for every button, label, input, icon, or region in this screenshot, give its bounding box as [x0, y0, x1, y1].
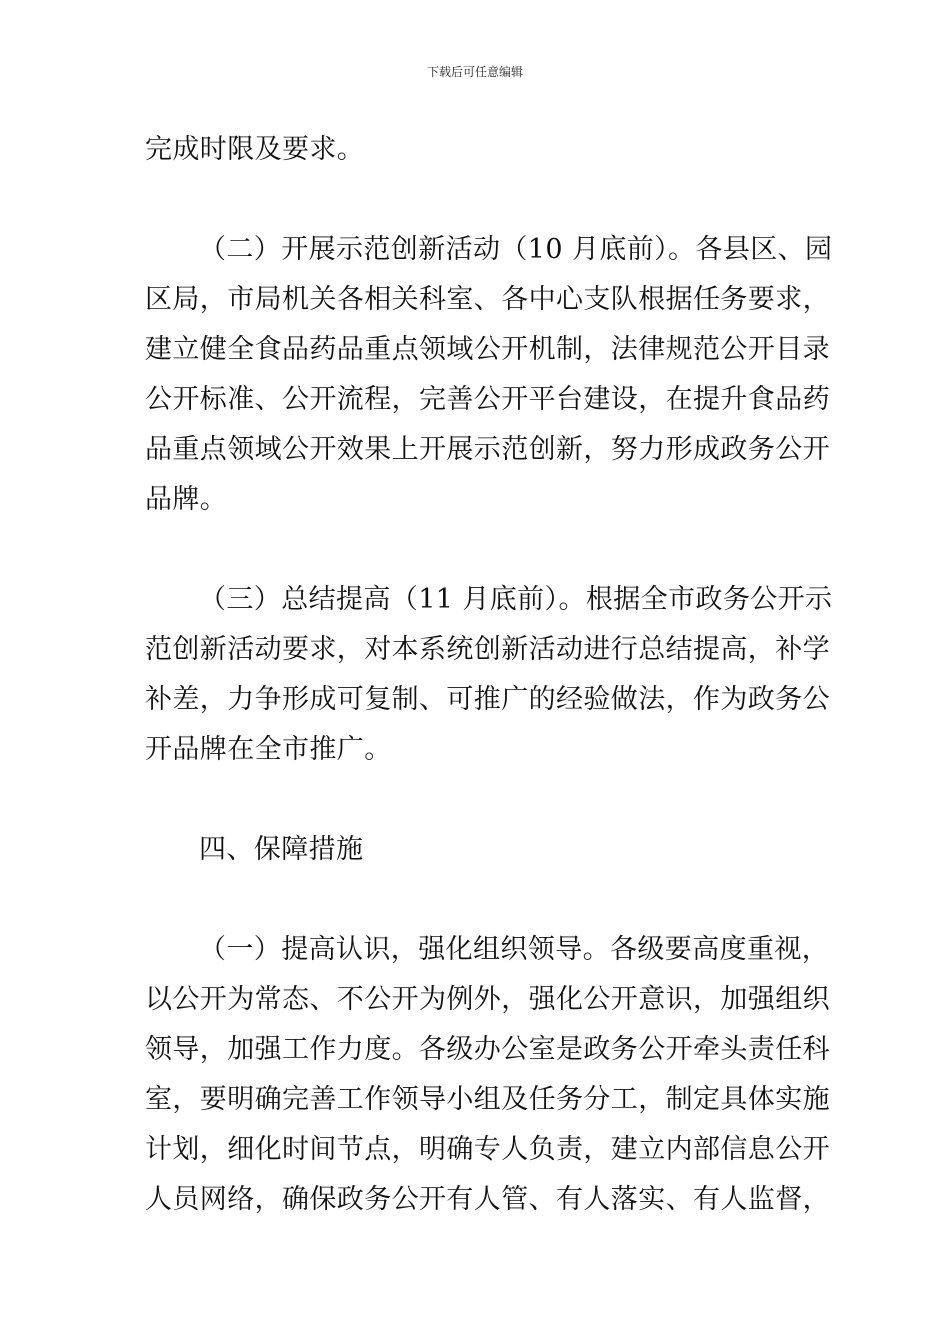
text-line: （一）提高认识，强化组织领导。各级要高度重视，: [199, 934, 830, 965]
paragraph-gap: [145, 175, 809, 225]
text-line: 以公开为常态、不公开为例外，强化公开意识，加强组织: [145, 984, 830, 1015]
text-line: 区局，市局机关各相关科室、各中心支队根据任务要求，: [145, 284, 830, 315]
text-line: 人员网络，确保政务公开有人管、有人落实、有人监督，: [145, 1184, 830, 1215]
text-line: 领导，加强工作力度。各级办公室是政务公开牵头责任科: [145, 1034, 830, 1065]
paragraph-gap: [145, 875, 809, 925]
document-body: [145, 125, 833, 1225]
section-heading: [145, 825, 809, 875]
paragraph-3: [145, 575, 833, 775]
text-line: 范创新活动要求，对本系统创新活动进行总结提高，补学: [145, 634, 830, 665]
page-header-note: 下载后可任意编辑: [426, 65, 523, 79]
paragraph-1: [145, 125, 809, 175]
text-line: 开品牌在全市推广。: [145, 734, 392, 765]
text-line: 公开标准、公开流程，完善公开平台建设，在提升食品药: [145, 384, 830, 415]
paragraph-gap: [145, 525, 809, 575]
text-line: （二）开展示范创新活动（10 月底前）。各县区、园: [199, 234, 833, 265]
text-line: （三）总结提高（11 月底前）。根据全市政务公开示: [199, 584, 833, 615]
text-line: 室，要明确完善工作领导小组及任务分工，制定具体实施: [145, 1084, 830, 1115]
text-line: 计划，细化时间节点，明确专人负责，建立内部信息公开: [145, 1134, 830, 1165]
paragraph-5: [145, 925, 830, 1225]
text-line: 建立健全食品药品重点领域公开机制，法律规范公开目录: [145, 334, 830, 365]
text-line: 补差，力争形成可复制、可推广的经验做法，作为政务公: [145, 684, 830, 715]
paragraph-2: [145, 225, 833, 525]
paragraph-gap: [145, 775, 809, 825]
text-line: 品牌。: [145, 484, 228, 515]
text-line: 品重点领域公开效果上开展示范创新，努力形成政务公开: [145, 434, 830, 465]
text-line: 四、保障措施: [199, 834, 364, 865]
text-line: 完成时限及要求。: [145, 134, 365, 165]
